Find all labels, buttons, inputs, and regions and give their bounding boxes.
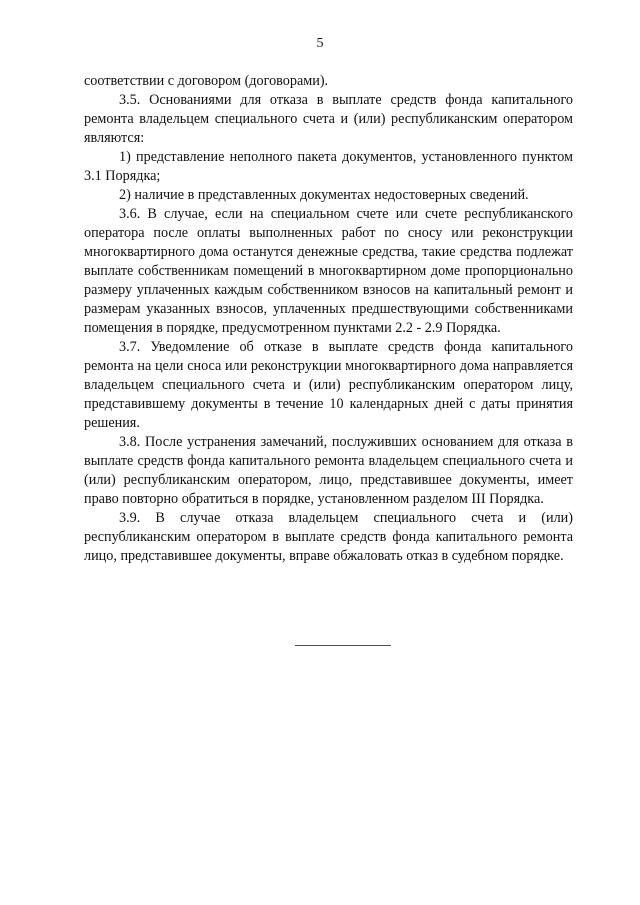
end-separator-line	[295, 645, 391, 646]
page-number: 5	[316, 36, 324, 51]
paragraph-continuation: соответствии с договором (договорами).	[84, 73, 329, 89]
paragraph-3-8: 3.8. После устранения замечаний, послуживших основанием для отказа в выплате средств фонда капитального ремонта владельцем специального счета и (или) республиканским оператором, лицо, представившее документы, имеет право повторно обратиться в порядке, установленном разделом III Порядка.	[84, 434, 573, 507]
document-body	[84, 72, 573, 566]
paragraph-3-5: 3.5. Основаниями для отказа в выплате средств фонда капитального ремонта владельцем специального счета и (или) республиканским оператором являются:	[84, 92, 573, 146]
paragraph-3-7: 3.7. Уведомление об отказе в выплате средств фонда капитального ремонта на цели сноса или реконструкции многоквартирного дома направляется владельцем специального счета и (или) республиканским оператором лицу, представившему документы в течение 10 календарных дней с даты принятия решения.	[84, 339, 573, 431]
list-item-1: 1) представление неполного пакета документов, установленного пунктом 3.1 Порядка;	[84, 149, 573, 184]
paragraph-3-6: 3.6. В случае, если на специальном счете или счете республиканского оператора после оплаты выполненных работ по сносу или реконструкции многоквартирного дома останутся денежные средства, такие средства подлежат выплате собственникам помещений в многоквартирном доме пропорционально размеру уплаченных каждым собственником взносов на капитальный ремонт и размерам указанных взносов, уплаченных предшествующими собственниками помещения в порядке, предусмотренном пунктами 2.2 - 2.9 Порядка.	[84, 206, 573, 336]
list-item-2: 2) наличие в представленных документах недостоверных сведений.	[119, 187, 529, 203]
paragraph-3-9: 3.9. В случае отказа владельцем специального счета и (или) республиканским оператором в выплате средств фонда капитального ремонта лицо, представившее документы, вправе обжаловать отказ в судебном порядке.	[84, 510, 573, 564]
